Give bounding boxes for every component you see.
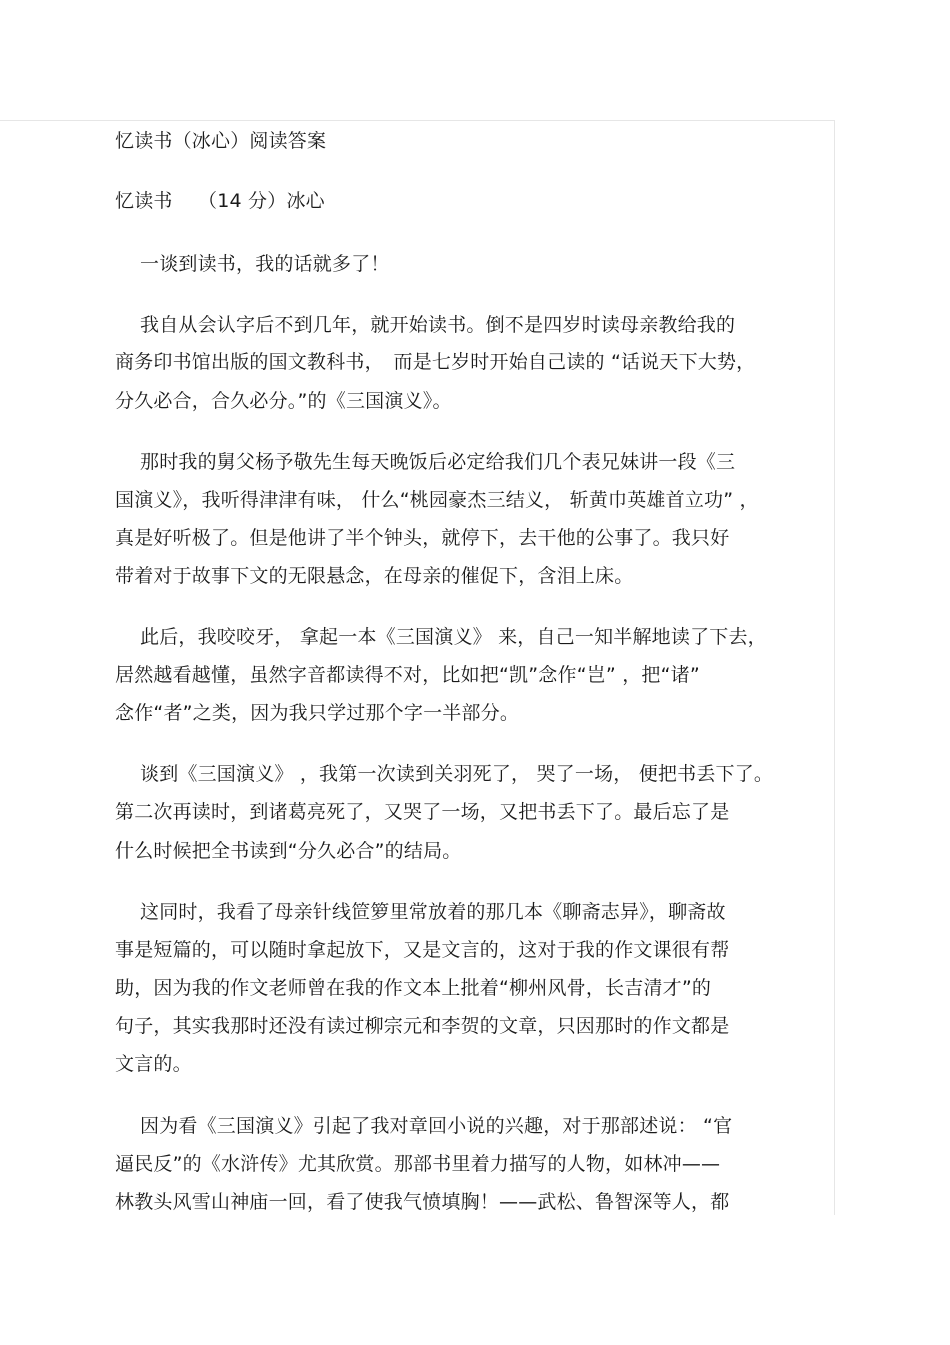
document-subtitle: 忆读书 （14 分）冰心 (115, 190, 325, 212)
paragraph-5-line-1: 谈到《三国演义》 ，我第一次读到关羽死了， 哭了一场， 便把书丢下了。 (140, 763, 774, 785)
paragraph-3-line-2: 国演义》，我听得津津有味， 什么“桃园豪杰三结义， 斩黄巾英雄首立功” ， (115, 489, 759, 511)
paragraph-4-line-3: 念作“者”之类，因为我只学过那个字一半部分。 (115, 702, 520, 724)
paragraph-4-line-2: 居然越看越懂，虽然字音都读得不对，比如把“凯”念作“岂” ，把“诸” (115, 664, 700, 686)
paragraph-7-line-2: 逼民反”的《水浒传》尤其欣赏。那部书里着力描写的人物，如林冲—— (115, 1153, 721, 1175)
paragraph-6-line-1: 这同时，我看了母亲针线笸箩里常放着的那几本《聊斋志异》，聊斋故 (140, 901, 726, 923)
paragraph-3-line-1: 那时我的舅父杨予敬先生每天晚饭后必定给我们几个表兄妹讲一段《三 (140, 451, 736, 473)
document-title: 忆读书（冰心）阅读答案 (115, 130, 327, 152)
paragraph-4-line-1: 此后，我咬咬牙， 拿起一本《三国演义》 来，自己一知半解地读了下去， (140, 626, 767, 648)
paragraph-2-line-1: 我自从会认字后不到几年，就开始读书。倒不是四岁时读母亲教给我的 (140, 314, 736, 336)
paragraph-2-line-2: 商务印书馆出版的国文教科书， 而是七岁时开始自己读的 “话说天下大势， (115, 351, 756, 373)
paragraph-2-line-3: 分久必合，合久必分。”的《三国演义》。 (115, 390, 452, 412)
paragraph-3-line-4: 带着对于故事下文的无限悬念，在母亲的催促下，含泪上床。 (115, 565, 634, 587)
paragraph-3-line-3: 真是好听极了。但是他讲了半个钟头，就停下，去干他的公事了。我只好 (115, 527, 730, 549)
paragraph-7-line-3: 林教头风雪山神庙一回，看了使我气愤填胸！——武松、鲁智深等人，都 (115, 1191, 730, 1213)
paragraph-7-line-1: 因为看《三国演义》引起了我对章回小说的兴趣，对于那部述说： “官 (140, 1115, 733, 1137)
paragraph-5-line-3: 什么时候把全书读到“分久必合”的结局。 (115, 840, 462, 862)
paragraph-6-line-4: 句子，其实我那时还没有读过柳宗元和李贺的文章，只因那时的作文都是 (115, 1015, 730, 1037)
paragraph-6-line-2: 事是短篇的，可以随时拿起放下，又是文言的，这对于我的作文课很有帮 (115, 939, 730, 961)
paragraph-6-line-3: 助，因为我的作文老师曾在我的作文本上批着“柳州风骨，长吉清才”的 (115, 977, 712, 999)
document-page (0, 120, 835, 1215)
paragraph-6-line-5: 文言的。 (115, 1053, 192, 1075)
paragraph-5-line-2: 第二次再读时，到诸葛亮死了，又哭了一场，又把书丢下了。最后忘了是 (115, 801, 730, 823)
paragraph-1-line-1: 一谈到读书，我的话就多了！ (140, 253, 390, 275)
